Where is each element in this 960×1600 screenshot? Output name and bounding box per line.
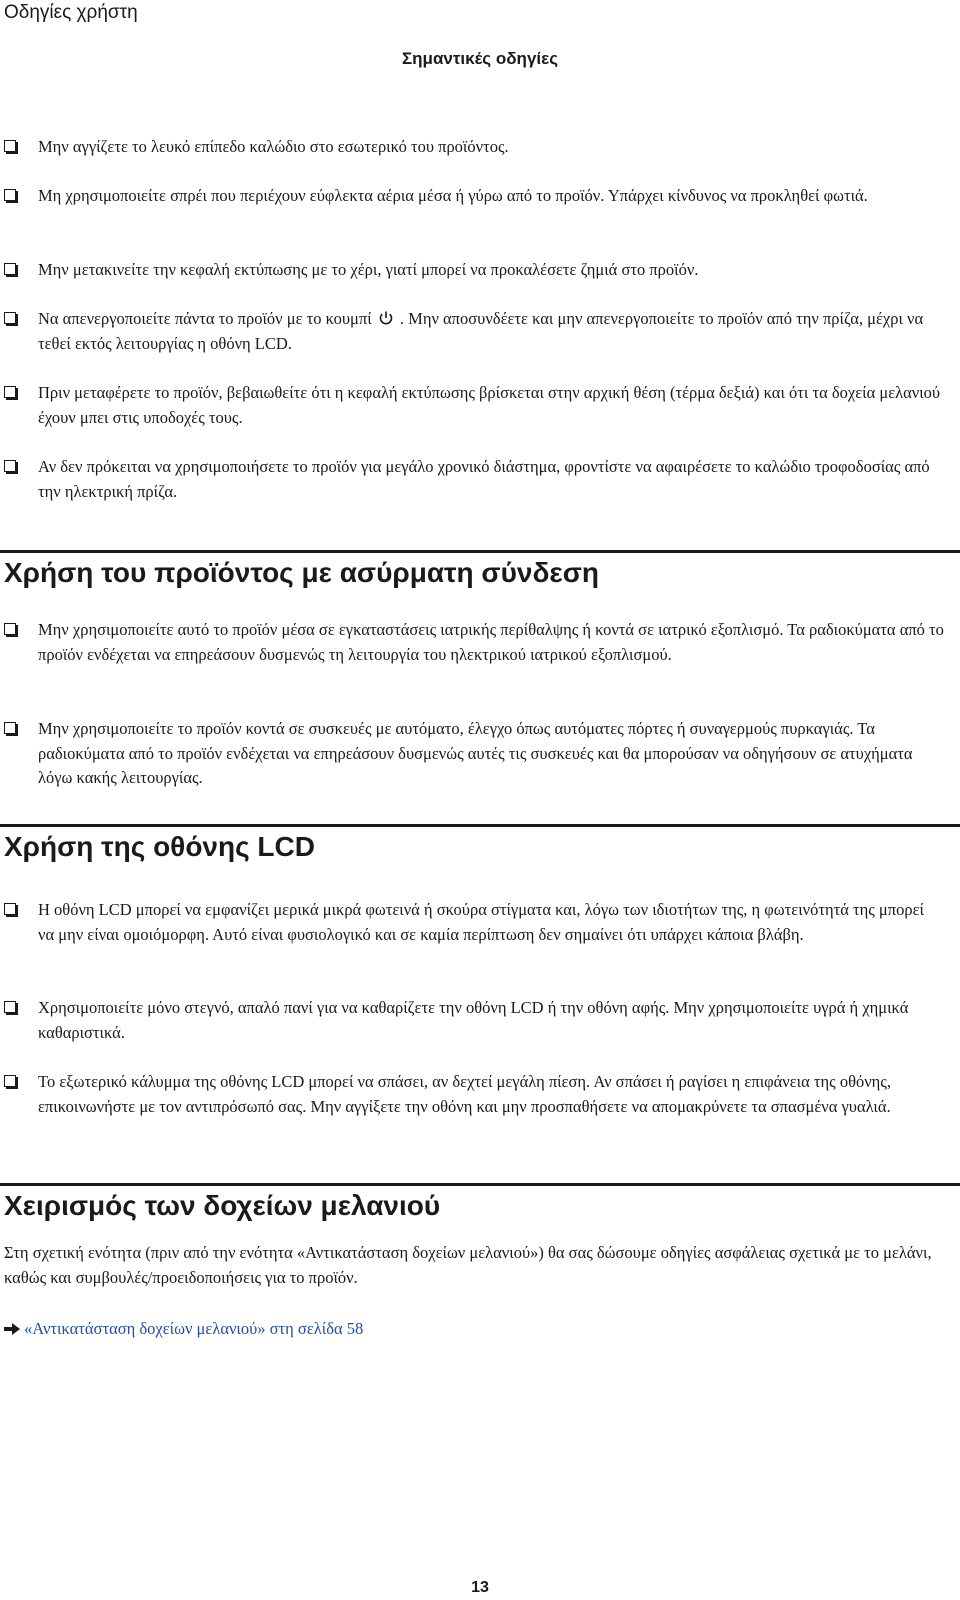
checkbox-bullet-icon [4,903,16,915]
section-heading-ink: Χειρισμός των δοχείων μελανιού [4,1190,441,1221]
section-paragraph: Στη σχετική ενότητα (πριν από την ενότητα «Αντικατάσταση δοχείων μελανιού») θα σας δώσουμε οδηγίες ασφάλειας σχετικά με το μελάνι, καθώς και συμβουλές/προειδοποιήσεις για το προϊόν. [4,1243,932,1287]
checkbox-bullet-icon [4,386,16,398]
list-item-text-before: Να απενεργοποιείτε πάντα το προϊόν με το κουμπί [38,309,372,328]
section-subtitle: Σημαντικές οδηγίες [401,49,559,68]
list-item [0,258,960,307]
section-heading-lcd: Χρήση της οθόνης LCD [4,831,315,862]
header-title: Οδηγίες χρήστη [4,2,138,23]
list-item-text: Χρησιμοποιείτε μόνο στεγνό, απαλό πανί για να καθαρίζετε την οθόνη LCD ή την οθόνη αφής. Μην χρησιμοποιείτε υγρά ή χημικά καθαριστικά. [38,998,909,1042]
section-heading-wireless: Χρήση του προϊόντος με ασύρματη σύνδεση [4,557,599,588]
list-item [0,996,960,1070]
checkbox-bullet-icon [4,722,16,734]
power-icon [378,310,394,326]
list-item-text: Μη χρησιμοποιείτε σπρέι που περιέχουν εύφλεκτα αέρια μέσα ή γύρω από το προϊόν. Υπάρχει κίνδυνος να προκληθεί φωτιά. [38,186,868,205]
cross-reference-link[interactable]: «Αντικατάσταση δοχείων μελανιού» στη σελίδα 58 [24,1319,364,1338]
list-item [0,1070,960,1150]
list-item [0,135,960,184]
checkbox-bullet-icon [4,189,16,201]
list-item-text: Μην μετακινείτε την κεφαλή εκτύπωσης με το χέρι, γιατί μπορεί να προκαλέσετε ζημιά στο προϊόν. [38,260,699,279]
arrow-right-icon [4,1323,20,1335]
list-item [0,455,960,515]
checkbox-bullet-icon [4,460,16,472]
list-item [0,717,960,797]
list-item [0,381,960,455]
wireless-list [0,618,960,797]
checkbox-bullet-icon [4,312,16,324]
list-item-text-after: . Μην αποσυνδέετε και μην απενεργοποιείτε το προϊόν από την πρίζα, μέχρι να τεθεί εκτός λειτουργίας η οθόνη LCD. [38,309,924,353]
list-item-text: Το εξωτερικό κάλυμμα της οθόνης LCD μπορεί να σπάσει, αν δεχτεί μεγάλη πίεση. Αν σπάσει ή ραγίσει η επιφάνεια της οθόνης, επικοινωνήστε με τον αντιπρόσωπό σας. Μην αγγίξετε την οθόνη και μην προσπαθήσετε να απομακρύνετε τα σπασμένα γυαλιά. [38,1072,891,1116]
checkbox-bullet-icon [4,140,16,152]
list-item-text: Μην χρησιμοποιείτε αυτό το προϊόν μέσα σε εγκαταστάσεις ιατρικής περίθαλψης ή κοντά σε ιατρικό εξοπλισμό. Τα ραδιοκύματα από το προϊόν ενδέχεται να επηρεάσουν δυσμενώς τη λειτουργία του ηλεκτρικού ιατρικού εξοπλισμού. [38,620,944,664]
lcd-list [0,898,960,1150]
list-item-text: Μην αγγίζετε το λευκό επίπεδο καλώδιο στο εσωτερικό του προϊόντος. [38,137,509,156]
page-number: 13 [471,1579,489,1596]
list-item [0,898,960,996]
section-divider [0,824,960,827]
checkbox-bullet-icon [4,623,16,635]
section-divider [0,1183,960,1186]
checkbox-bullet-icon [4,1001,16,1013]
list-item [0,184,960,258]
checkbox-bullet-icon [4,1075,16,1087]
list-item [0,307,960,381]
list-item-text: Η οθόνη LCD μπορεί να εμφανίζει μερικά μικρά φωτεινά ή σκούρα στίγματα και, λόγω των ιδιοτήτων της, η φωτεινότητά της μπορεί να μην είναι ομοιόμορφη. Αυτό είναι φυσιολογικό και σε καμία περίπτωση δεν σημαίνει ότι υπάρχει κάποια βλάβη. [38,900,924,944]
safety-list [0,135,960,515]
section-divider [0,550,960,553]
list-item-text: Πριν μεταφέρετε το προϊόν, βεβαιωθείτε ότι η κεφαλή εκτύπωσης βρίσκεται στην αρχική θέση (τέρμα δεξιά) και ότι τα δοχεία μελανιού έχουν μπει στις υποδοχές τους. [38,383,941,427]
list-item [0,618,960,717]
list-item-text: Μην χρησιμοποιείτε το προϊόν κοντά σε συσκευές με αυτόματο, έλεγχο όπως αυτόματες πόρτες ή συναγερμούς πυρκαγιάς. Τα ραδιοκύματα από το προϊόν ενδέχεται να επηρεάσουν δυσμενώς αυτές τις συσκευές και θα μπορούσαν να οδηγήσουν σε ατυχήματα λόγω κακής λειτουργίας. [38,719,913,787]
list-item-text: Αν δεν πρόκειται να χρησιμοποιήσετε το προϊόν για μεγάλο χρονικό διάστημα, φροντίστε να αφαιρέσετε το καλώδιο τροφοδοσίας από την ηλεκτρική πρίζα. [38,457,930,501]
checkbox-bullet-icon [4,263,16,275]
cross-reference [4,1317,363,1342]
